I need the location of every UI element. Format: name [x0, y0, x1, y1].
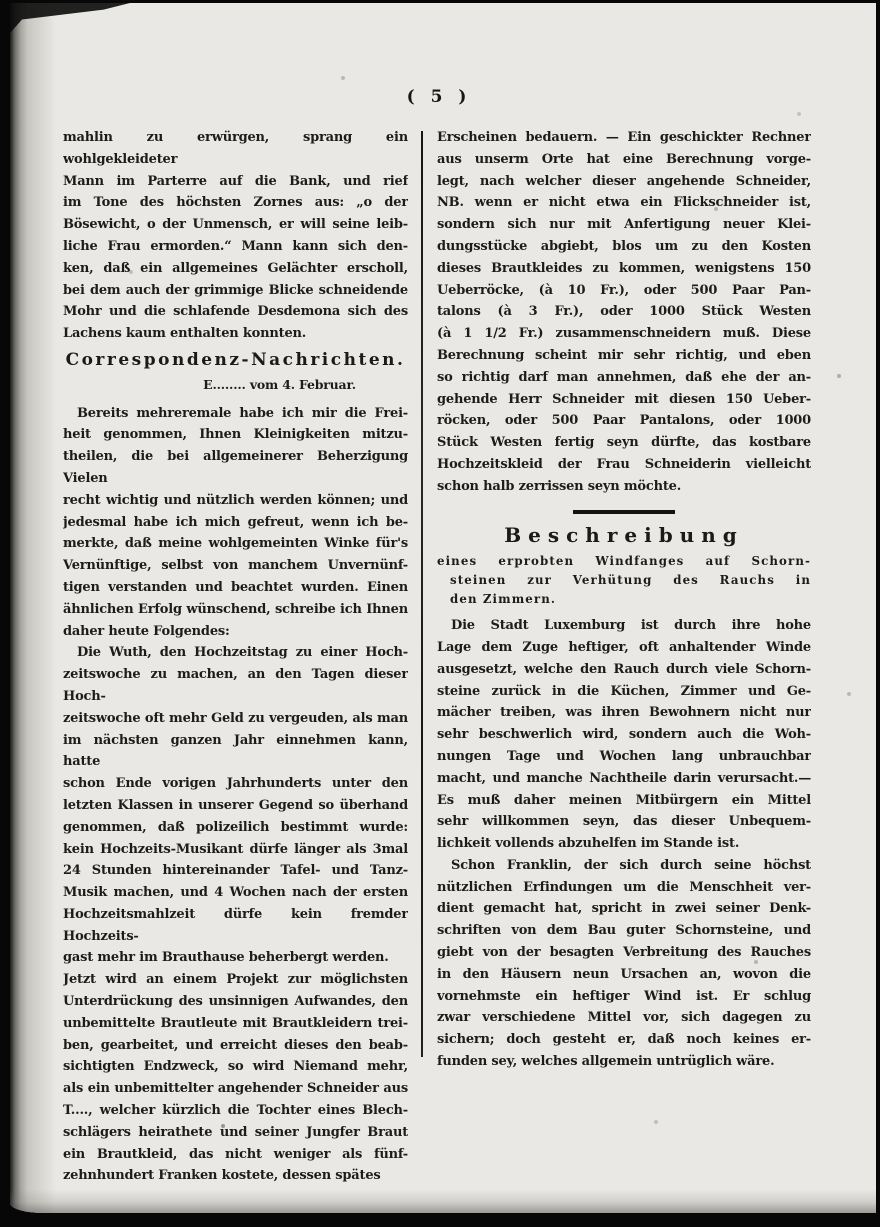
section-divider-rule — [573, 510, 675, 514]
text-line: aus unserm Orte hat eine Berechnung vorge- — [437, 151, 811, 167]
text-line: in den Häusern neun Ursachen an, wovon die — [437, 966, 811, 982]
page-corner-fold — [10, 3, 130, 33]
text-line: 24 Stunden hintereinander Tafel- und Tanz- — [63, 863, 408, 879]
section-subtitle-windfang — [437, 552, 811, 608]
text-line: Mohr und die schlafende Desdemona sich des — [63, 304, 408, 320]
text-line: unbemittelte Brautleute mit Brautkleidern trei- — [63, 1015, 408, 1031]
text-line: im nächsten ganzen Jahr einnehmen kann, hatte — [63, 732, 408, 770]
text-line: legt, nach welcher dieser angehende Schneider, — [437, 173, 811, 189]
text-line: ein Brautkleid, das nicht weniger als fünf- — [63, 1146, 408, 1162]
text-line: Stück Westen fertig seyn dürfte, das kostbare — [437, 435, 811, 451]
text-line: sichtigten Endzweck, so wird Niemand mehr, — [63, 1059, 408, 1075]
text-line: Die Stadt Luxemburg ist durch ihre hohe — [451, 618, 811, 634]
text-line: gehende Herr Schneider mit diesen 150 Ueber- — [437, 391, 811, 407]
text-line: theilen, die bei allgemeinerer Beherzigung Vielen — [63, 449, 408, 486]
text-line: Lage dem Zuge heftiger, oft anhaltender Winde — [437, 639, 811, 655]
text-line: Mann im Parterre auf die Bank, und rief — [63, 173, 408, 189]
text-line: schriften von dem Bau guter Schornsteine, und — [437, 923, 811, 939]
text-line: steinen zur Verhütung des Rauchs in — [450, 572, 811, 587]
text-line: nungen Tage und Wochen lang unbrauchbar — [437, 748, 811, 764]
text-line: so richtig darf man annehmen, daß ehe der an- — [437, 369, 811, 385]
paragraph-tailor-calculation — [437, 127, 811, 498]
text-line: steine zurück in die Küchen, Zimmer und Ge- — [437, 683, 811, 699]
text-line: giebt von der besagten Verbreitung des Rauches — [437, 945, 811, 961]
text-line: liche Frau ermorden.“ Mann kann sich den- — [63, 238, 408, 254]
text-line: Musik machen, und 4 Wochen nach der ersten — [63, 885, 408, 901]
text-line: Jetzt wird an einem Projekt zur möglichsten — [63, 972, 408, 988]
text-line: daher heute Folgendes: — [63, 623, 230, 639]
text-line: Bösewicht, o der Unmensch, er will seine leib- — [63, 217, 408, 233]
text-line: lichkeit vollends abzuhelfen im Stande ist. — [437, 836, 740, 852]
left-column — [63, 127, 408, 1187]
paragraph-intro — [63, 403, 408, 643]
text-line: den Zimmern. — [450, 591, 557, 606]
text-line: nützlichen Erfindungen um die Menschheit ver- — [437, 879, 811, 895]
text-line: gast mehr im Brauthause beherbergt werden. — [63, 950, 389, 966]
text-line: zehnhundert Franken kostete, dessen spätes — [63, 1168, 381, 1184]
text-line: ähnlichen Erfolg wünschend, schreibe ich Ihnen — [63, 601, 408, 617]
text-line: Berechnung scheint mir sehr richtig, und eben — [437, 347, 811, 363]
paragraph-theatre-anecdote — [63, 127, 408, 345]
text-line: sehr willkommen seyn, das dieser Unbequem- — [437, 814, 811, 830]
text-line: (à 1 1/2 Fr.) zusammenschneidern muß. Diese — [437, 326, 811, 342]
text-line: mahlin zu erwürgen, sprang ein wohlgekleideter — [63, 130, 408, 167]
text-line: vornehmste ein heftiger Wind ist. Er schlug — [437, 988, 811, 1004]
text-line: Ueberröcke, (à 10 Fr.), oder 500 Paar Pan- — [437, 282, 811, 298]
column-divider-rule — [421, 131, 423, 1057]
text-line: schon halb zerrissen seyn möchte. — [437, 478, 682, 494]
text-line: heit genommen, Ihnen Kleinigkeiten mitzu- — [63, 427, 408, 443]
text-line: jedesmal habe ich mich gefreut, wenn ich be- — [63, 514, 408, 530]
section-heading-beschreibung: Beschreibung — [504, 522, 744, 547]
text-line: im Tone des höchsten Zornes aus: „o der — [63, 195, 408, 211]
text-line: Bereits mehreremale habe ich mir die Frei- — [77, 405, 408, 421]
text-line: sondern sich nur mit Anfertigung neuer Klei- — [437, 217, 811, 233]
text-line: kein Hochzeits-Musikant dürfe länger als 3mal — [63, 841, 408, 857]
text-line: dieses Brautkleides zu kommen, wenigstens 150 — [437, 260, 811, 276]
text-line: T...., welcher kürzlich die Tochter eines Blech- — [63, 1103, 408, 1119]
dateline: E........ vom 4. Februar. — [203, 376, 356, 392]
text-line: ben, gearbeitet, und erreicht dieses den beab- — [63, 1037, 408, 1053]
text-line: macht, und manche Nachtheile darin verursacht.— — [437, 770, 811, 786]
text-line: als ein unbemittelter angehender Schneider aus — [63, 1081, 408, 1097]
text-line: schlägers heirathete und seiner Jungfer Braut — [63, 1124, 408, 1140]
text-line: eines erprobten Windfanges auf Schorn- — [437, 554, 811, 569]
text-line: dient gemacht hat, spricht in zwei seiner Denk- — [437, 901, 811, 917]
text-line: Erscheinen bedauern. — Ein geschickter Rechner — [437, 130, 811, 145]
text-line: funden sey, welches allgemein untrüglich wäre. — [437, 1054, 775, 1070]
text-line: ausgesetzt, welche den Rauch durch viele Schorn- — [437, 661, 811, 677]
text-line: ken, daß ein allgemeines Gelächter erscholl, — [63, 260, 408, 276]
text-line: talons (à 3 Fr.), oder 1000 Stück Westen — [437, 304, 811, 320]
text-line: Hochzeitsmahlzeit dürfe kein fremder Hochzeits- — [63, 906, 408, 944]
text-line: sichern; doch gesteht er, daß noch keines er- — [437, 1032, 811, 1048]
text-line: sehr beschwerlich wird, sondern auch die Woh- — [437, 727, 811, 743]
text-line: Lachens kaum enthalten konnten. — [63, 326, 307, 342]
page-surface — [10, 3, 876, 1213]
paragraph-luxemburg-wind — [437, 615, 811, 855]
text-line: röcken, oder 500 Paar Pantalons, oder 1000 — [437, 413, 811, 429]
paragraph-wedding-week — [63, 642, 408, 969]
text-line: Vernünftige, selbst von manchem Unvernünf- — [63, 558, 408, 574]
text-line: Die Wuth, den Hochzeitstag zu einer Hoch- — [77, 645, 408, 661]
paragraph-project-tailor — [63, 969, 408, 1187]
text-line: Schon Franklin, der sich durch seine höchst — [451, 857, 811, 873]
text-line: Unterdrückung des unsinnigen Aufwandes, den — [63, 994, 408, 1010]
text-line: letzten Klassen in unserer Gegend so überhand — [63, 797, 408, 813]
scan-speckles — [10, 3, 12, 5]
right-column — [437, 127, 811, 1073]
paragraph-franklin — [437, 855, 811, 1073]
page-number: ( 5 ) — [406, 87, 472, 107]
text-line: recht wichtig und nützlich werden können; und — [63, 492, 408, 508]
text-line: zeitswoche zu machen, an den Tagen dieser Hoch- — [63, 667, 408, 704]
text-line: NB. wenn er nicht etwa ein Flickschneider ist, — [437, 195, 811, 211]
text-line: bei dem auch der grimmige Blicke schneidende — [63, 282, 408, 298]
text-line: zwar verschiedene Mittel vor, sich dagegen zu — [437, 1010, 811, 1026]
text-line: dungsstücke abgiebt, blos um zu den Kosten — [437, 238, 811, 254]
text-line: Es muß daher meinen Mitbürgern ein Mittel — [437, 792, 811, 808]
text-line: tigen verstanden und beachtet wurden. Einen — [63, 579, 408, 595]
text-line: merkte, daß meine wohlgemeinten Winke für's — [63, 536, 408, 552]
text-line: zeitswoche oft mehr Geld zu vergeuden, als man — [63, 710, 408, 726]
section-heading-correspondenz: Correspondenz-Nachrichten. — [65, 349, 406, 370]
text-line: Hochzeitskleid der Frau Schneiderin vielleicht — [437, 456, 811, 472]
text-line: genommen, daß polizeilich bestimmt wurde: — [63, 819, 408, 835]
text-line: mächer treiben, was ihren Bewohnern nicht nur — [437, 705, 811, 721]
text-line: schon Ende vorigen Jahrhunderts unter den — [63, 776, 408, 792]
